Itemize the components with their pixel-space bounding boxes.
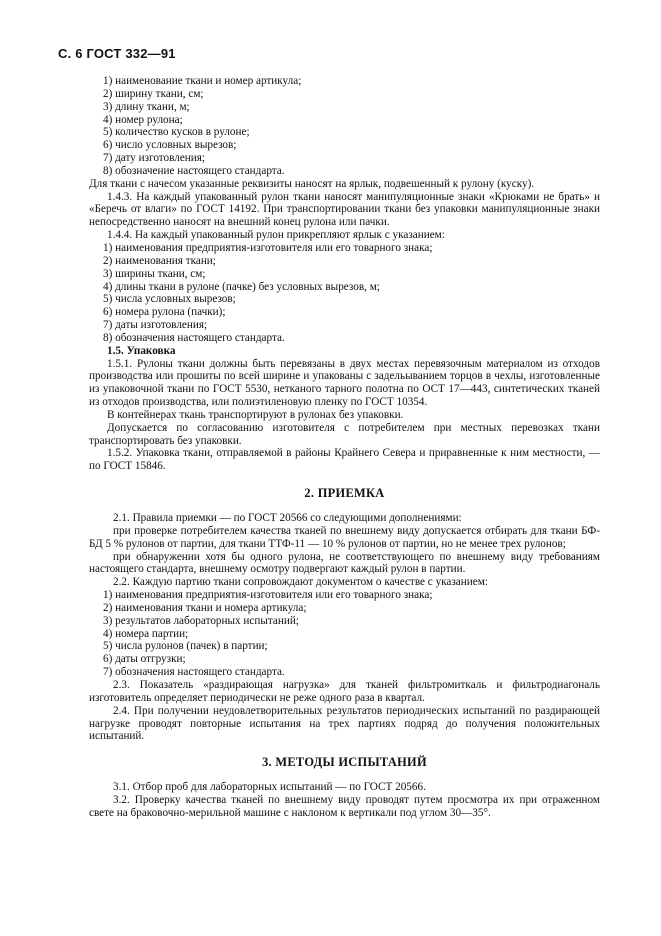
list-item: 4) номер рулона; bbox=[103, 113, 183, 126]
paragraph-2-4: 2.4. При получении неудовлетворительных результатов периодических испытаний по раздирающей нагрузке проводят повторные испытания на трех партиях подряд до получения положительных испытаний. bbox=[89, 704, 600, 743]
list-item: 6) число условных вырезов; bbox=[103, 139, 237, 152]
list-item: 7) даты изготовления; bbox=[103, 319, 208, 332]
list-item: 4) номера партии; bbox=[103, 627, 189, 640]
paragraph-1-4-4: 1.4.4. На каждый упакованный рулон прикрепляют ярлык с указанием: bbox=[107, 229, 445, 242]
paragraph-3-2: 3.2. Проверку качества тканей по внешнему виду проводят путем просмотра их при отраженном свете на браковочно-мерильной машине с наклоном к вертикали под углом 30—35°. bbox=[89, 793, 600, 819]
marking-list bbox=[89, 75, 600, 178]
list-item: 1) наименование ткани и номер артикула; bbox=[103, 75, 302, 87]
list-item: 2) ширину ткани, см; bbox=[103, 87, 204, 100]
list-item: 4) длины ткани в рулоне (пачке) без условных вырезов, м; bbox=[103, 280, 380, 293]
list-item: 3) длину ткани, м; bbox=[103, 100, 190, 113]
paragraph-1-4-3: 1.4.3. На каждый упакованный рулон ткани наносят манипуляционные знаки «Крюками не брать» и «Беречь от влаги» по ГОСТ 14192. При транспортировании ткани без упаковки манипуляционные знаки непосредственно наносят на внешний конец рулона или пачки. bbox=[89, 190, 600, 229]
list-item: 8) обозначение настоящего стандарта. bbox=[103, 164, 285, 177]
paragraph-2-1-b: при обнаружении хотя бы одного рулона, не соответствующего по внешнему виду требованиям настоящего стандарта, внешнему осмотру подвергают каждый рулон в партии. bbox=[89, 550, 600, 576]
paragraph-label: Для ткани с начесом указанные реквизиты наносят на ярлык, подвешенный к рулону (куску). bbox=[89, 177, 535, 190]
tag-list bbox=[89, 242, 600, 345]
document-body bbox=[89, 75, 600, 820]
list-item: 1) наименования предприятия-изготовителя или его товарного знака; bbox=[103, 241, 433, 254]
paragraph-2-2: 2.2. Каждую партию ткани сопровождают документом о качестве с указанием: bbox=[113, 576, 488, 589]
page-header: С. 6 ГОСТ 332—91 bbox=[58, 46, 176, 61]
list-item: 3) результатов лабораторных испытаний; bbox=[103, 614, 299, 627]
list-item: 8) обозначения настоящего стандарта. bbox=[103, 331, 285, 344]
paragraph-3-1: 3.1. Отбор проб для лабораторных испытаний — по ГОСТ 20566. bbox=[113, 781, 426, 794]
list-item: 5) числа условных вырезов; bbox=[103, 293, 236, 306]
list-item: 2) наименования ткани и номера артикула; bbox=[103, 601, 307, 614]
paragraph-2-1: 2.1. Правила приемки — по ГОСТ 20566 со следующими дополнениями: bbox=[113, 512, 462, 524]
list-item: 5) числа рулонов (пачек) в партии; bbox=[103, 640, 268, 653]
list-item: 2) наименования ткани; bbox=[103, 254, 216, 267]
list-item: 3) ширины ткани, см; bbox=[103, 267, 206, 280]
list-item: 6) номера рулона (пачки); bbox=[103, 306, 226, 319]
list-item: 7) дату изготовления; bbox=[103, 152, 206, 165]
paragraph-1-5-1: 1.5.1. Рулоны ткани должны быть перевязаны в двух местах перевязочным материалом из отходов производства или прошиты по всей ширине и упакованы с задельыванием торцов в чехлы, изготовленные из упаковочной ткани по ГОСТ 5530, нетканого тарного полотна по ОСТ 17—443, синтетических тканей из отходов производства, или полиэтиленовую пленку по ГОСТ 10354. bbox=[89, 357, 600, 409]
quality-document-list bbox=[89, 589, 600, 679]
section-title-test-methods: 3. МЕТОДЫ ИСПЫТАНИЙ bbox=[262, 755, 427, 770]
section-title-acceptance: 2. ПРИЕМКА bbox=[304, 486, 385, 501]
list-item: 6) даты отгрузки; bbox=[103, 653, 186, 666]
paragraph-containers: В контейнерах ткань транспортируют в рулонах без упаковки. bbox=[107, 408, 404, 421]
list-item: 1) наименования предприятия-изготовителя или его товарного знака; bbox=[103, 589, 433, 602]
subsection-title-1-5: 1.5. Упаковка bbox=[107, 344, 176, 357]
list-item: 7) обозначения настоящего стандарта. bbox=[103, 666, 285, 679]
paragraph-1-5-2: 1.5.2. Упаковка ткани, отправляемой в районы Крайнего Севера и приравненные к ним местности, — по ГОСТ 15846. bbox=[89, 447, 600, 473]
paragraph-2-1-a: при проверке потребителем качества тканей по внешнему виду допускается отбирать для ткани БФ-БД 5 % рулонов от партии, для ткани ТТФ-11 — 10 % рулонов от партии, но не менее трех рулонов; bbox=[89, 524, 600, 550]
paragraph-2-3: 2.3. Показатель «раздирающая нагрузка» для тканей фильтромиткаль и фильтродиагональ изготовитель определяет периодически не реже одного раза в квартал. bbox=[89, 678, 600, 704]
paragraph-allowance: Допускается по согласованию изготовителя с потребителем при местных перевозках ткани транспортировать без упаковки. bbox=[89, 421, 600, 447]
list-item: 5) количество кусков в рулоне; bbox=[103, 126, 250, 139]
